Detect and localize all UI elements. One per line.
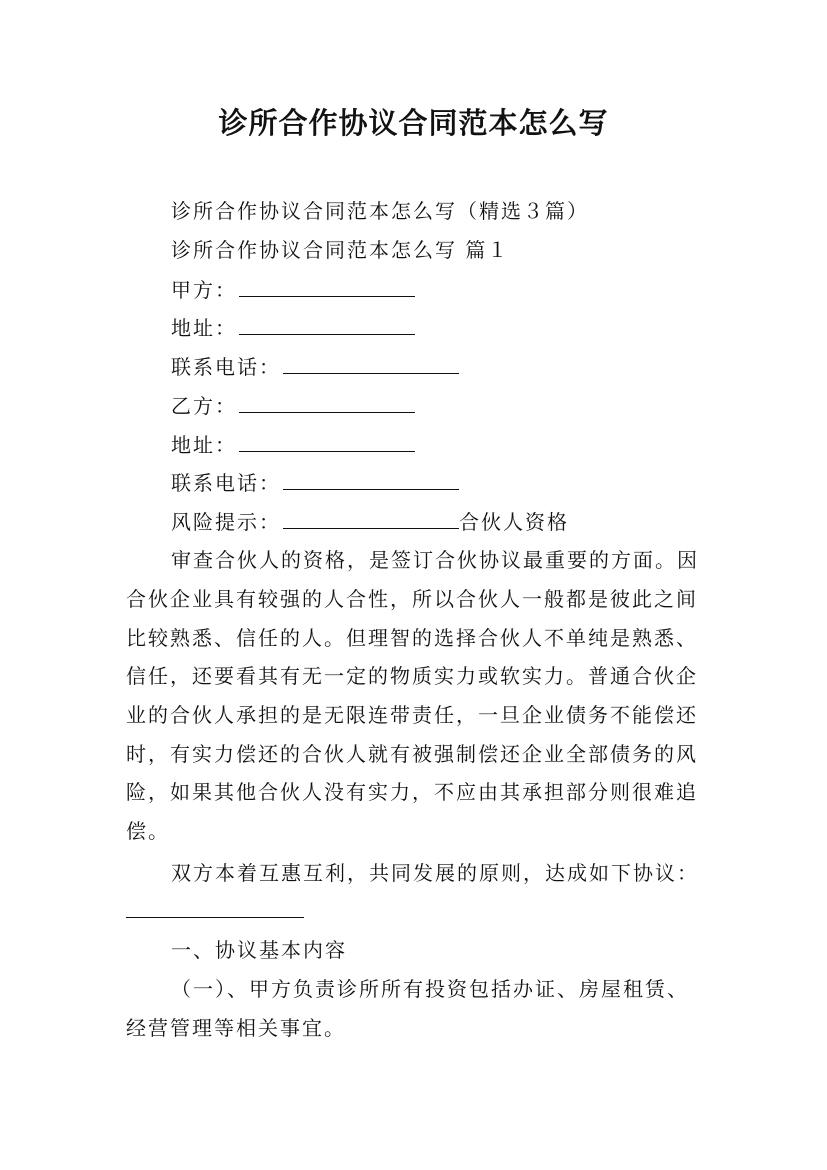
party-a-blank xyxy=(239,276,415,297)
article-one-heading: 一、协议基本内容 xyxy=(171,938,347,962)
risk-row xyxy=(171,508,569,536)
paragraph-line: 险，如果其他合伙人没有实力，不应由其承担部分则很难追 xyxy=(126,780,698,804)
clause-one-line: 经营管理等相关事宜。 xyxy=(126,1016,346,1040)
party-b-phone-label: 联系电话： xyxy=(171,471,281,495)
party-a-phone-row xyxy=(171,353,459,381)
party-a-phone-blank xyxy=(283,353,459,374)
risk-label: 风险提示： xyxy=(171,510,281,534)
paragraph-line: 业的合伙人承担的是无限连带责任，一旦企业债务不能偿还 xyxy=(126,703,698,727)
party-b-row xyxy=(171,392,415,420)
party-b-address-blank xyxy=(239,431,415,452)
party-b-blank xyxy=(239,392,415,413)
party-b-phone-row xyxy=(171,469,459,497)
paragraph-line: 审查合伙人的资格，是签订合伙协议最重要的方面。因 xyxy=(171,548,699,572)
party-a-address-label: 地址： xyxy=(171,316,237,340)
party-a-phone-label: 联系电话： xyxy=(171,355,281,379)
paragraph-line: 信任，还要看其有无一定的物质实力或软实力。普通合伙企 xyxy=(126,664,698,688)
agreement-intro: 双方本着互惠互利，共同发展的原则，达成如下协议： xyxy=(171,861,699,885)
clause-one-line: （一）、甲方负责诊所所有投资包括办证、房屋租赁、 xyxy=(171,977,689,1001)
party-b-phone-blank xyxy=(283,469,459,490)
section-heading: 诊所合作协议合同范本怎么写 篇１ xyxy=(171,238,510,262)
party-b-address-row xyxy=(171,431,415,459)
party-a-address-blank xyxy=(239,314,415,335)
agreement-blank-line xyxy=(126,917,304,918)
paragraph-line: 比较熟悉、信任的人。但理智的选择合伙人不单纯是熟悉、 xyxy=(126,626,698,650)
paragraph-line: 偿。 xyxy=(126,819,170,843)
paragraph-line: 合伙企业具有较强的人合性，所以合伙人一般都是彼此之间 xyxy=(126,587,698,611)
subtitle: 诊所合作协议合同范本怎么写（精选３篇） xyxy=(171,199,589,223)
party-a-label: 甲方： xyxy=(171,278,237,302)
party-b-address-label: 地址： xyxy=(171,433,237,457)
party-a-address-row xyxy=(171,314,415,342)
risk-blank xyxy=(283,508,459,529)
paragraph-line: 时，有实力偿还的合伙人就有被强制偿还企业全部债务的风 xyxy=(126,742,698,766)
party-a-row xyxy=(171,276,415,304)
document-title: 诊所合作协议合同范本怎么写 xyxy=(218,106,609,140)
risk-topic: 合伙人资格 xyxy=(459,510,569,534)
party-b-label: 乙方： xyxy=(171,394,237,418)
